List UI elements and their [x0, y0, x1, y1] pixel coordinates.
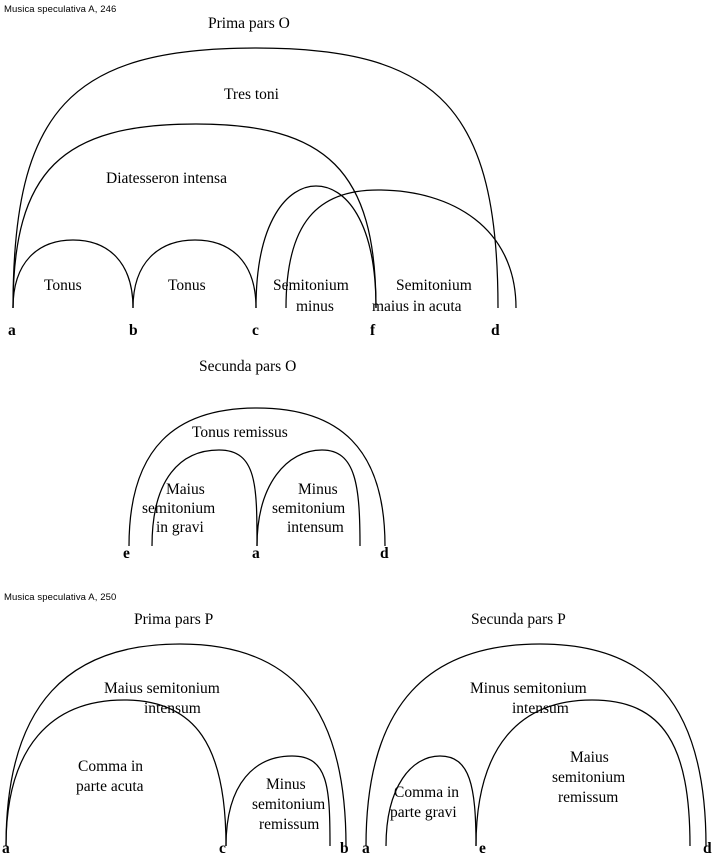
label-tonus-remissus: Tonus remissus: [192, 424, 288, 441]
label-comma-gravi-line1: Comma in: [394, 784, 460, 801]
label-minus-sem-rem-line2: semitonium: [252, 796, 326, 813]
label-minus-intensum-line2: semitonium: [272, 500, 346, 517]
arc-tonus-1: [13, 240, 133, 308]
label-tres-toni: Tres toni: [224, 86, 279, 103]
figure-title-secunda-pars-p: Secunda pars P: [471, 611, 566, 628]
label-maius-sem-int-line2: intensum: [144, 700, 201, 717]
label-comma-gravi-line2: parte gravi: [390, 804, 457, 821]
note-c-prima-p: c: [219, 840, 226, 857]
note-b-prima-o: b: [129, 322, 138, 339]
figure-title-prima-pars-p: Prima pars P: [134, 611, 214, 628]
arcs-secunda-pars-o: [0, 380, 720, 600]
label-minus-sem-rem-line3: remissum: [259, 816, 320, 833]
label-comma-acuta-line1: Comma in: [78, 758, 144, 775]
label-minus-intensum-line3: intensum: [287, 519, 344, 536]
note-c-prima-o: c: [252, 322, 259, 339]
label-maius-sem-int-line1: Maius semitonium: [104, 680, 220, 697]
note-e-secunda-p: e: [479, 840, 486, 857]
note-d-secunda-o: d: [380, 545, 389, 562]
label-maius-gravi-line3: in gravi: [156, 519, 204, 536]
label-maius-gravi-line1: Maius: [166, 481, 205, 498]
label-minus-sem-int-line1: Minus semitonium: [470, 680, 587, 697]
label-maius-sem-rem-line2: semitonium: [552, 769, 626, 786]
label-semitonium-maius-line1: Semitonium: [396, 277, 472, 294]
label-semitonium-minus-line1: Semitonium: [273, 277, 349, 294]
label-comma-acuta-line2: parte acuta: [76, 778, 144, 795]
label-maius-gravi-line2: semitonium: [142, 500, 216, 517]
label-maius-sem-rem-line3: remissum: [558, 789, 619, 806]
caption-musica-250: Musica speculativa A, 250: [4, 592, 117, 603]
note-d-prima-o: d: [491, 322, 500, 339]
note-a-prima-o: a: [8, 322, 16, 339]
label-minus-intensum-line1: Minus: [298, 481, 338, 498]
label-minus-sem-int-line2: intensum: [512, 700, 569, 717]
figure-title-prima-pars-o: Prima pars O: [208, 15, 290, 32]
note-b-prima-p: b: [340, 840, 349, 857]
label-diatesseron-intensa: Diatesseron intensa: [106, 170, 227, 187]
note-d-secunda-p: d: [703, 840, 712, 857]
arc-tonus-2: [133, 240, 256, 308]
label-tonus-1: Tonus: [44, 277, 82, 294]
figure-title-secunda-pars-o: Secunda pars O: [199, 358, 297, 375]
note-a-secunda-p: a: [362, 840, 370, 857]
label-minus-sem-rem-line1: Minus: [266, 776, 306, 793]
note-a-prima-p: a: [2, 840, 10, 857]
label-tonus-2: Tonus: [168, 277, 206, 294]
label-semitonium-maius-line2: maius in acuta: [372, 298, 462, 315]
arcs-prima-pars-o: [0, 0, 720, 330]
label-maius-sem-rem-line1: Maius: [570, 749, 609, 766]
note-e-secunda-o: e: [123, 545, 130, 562]
note-a-secunda-o: a: [252, 545, 260, 562]
caption-musica-246: Musica speculativa A, 246: [4, 4, 117, 15]
arcs-secunda-pars-p: [0, 634, 720, 864]
label-semitonium-minus-line2: minus: [296, 298, 334, 315]
note-f-prima-o: f: [370, 322, 376, 339]
